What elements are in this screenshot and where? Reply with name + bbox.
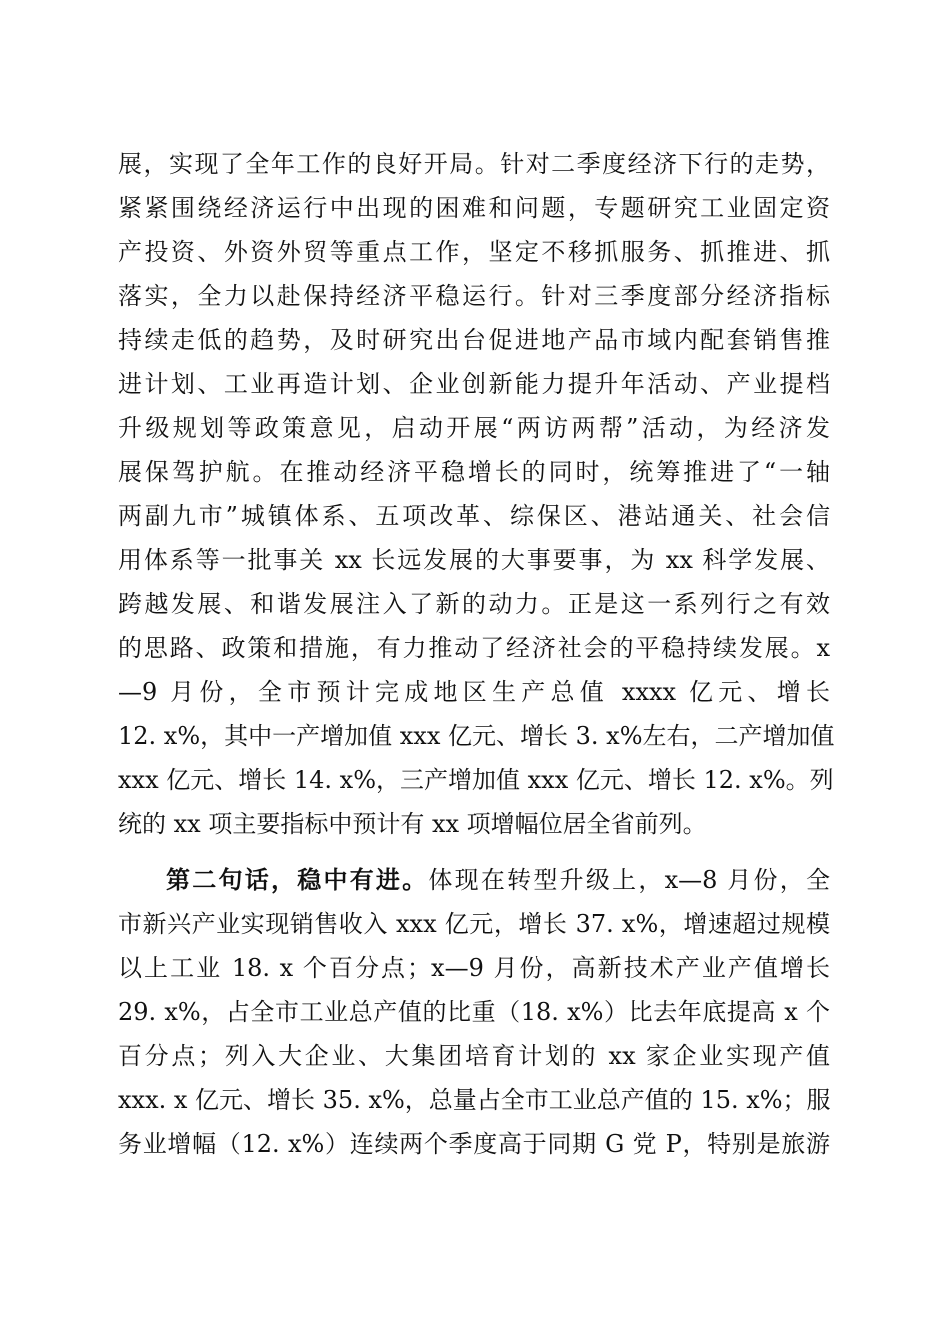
paragraph-1-line-9: 两副九市”城镇体系、五项改革、综保区、港站通关、社会信 [118,502,830,530]
paragraph-2-line-4: 29. x%，占全市工业总产值的比重（18. x%）比去年底提高 x 个 [118,998,830,1026]
paragraph-1-line-4: 落实，全力以赴保持经济平稳运行。针对三季度部分经济指标 [118,282,830,310]
paragraph-1-line-13: —9 月份，全市预计完成地区生产总值 xxxx 亿元、增长 [118,678,830,706]
paragraph-1-line-1: 展，实现了全年工作的良好开局。针对二季度经济下行的走势， [118,150,830,178]
paragraph-1-line-6: 进计划、工业再造计划、企业创新能力提升年活动、产业提档 [118,370,830,398]
paragraph-2-line-6: xxx. x 亿元、增长 35. x%，总量占全市工业总产值的 15. x%；服 [118,1086,831,1114]
paragraph-1-line-11: 跨越发展、和谐发展注入了新的动力。正是这一系列行之有效 [118,590,830,618]
paragraph-2-line-1 [166,860,830,900]
paragraph-2-line-1-text: 体现在转型升级上，x—8 月份，全 [428,866,830,894]
paragraph-2-line-5: 百分点；列入大企业、大集团培育计划的 xx 家企业实现产值 [118,1042,830,1070]
paragraph-1-line-7: 升级规划等政策意见，启动开展“两访两帮”活动，为经济发 [118,414,830,442]
paragraph-2-line-3: 以上工业 18. x 个百分点；x—9 月份，高新技术产业产值增长 [118,954,830,982]
paragraph-1-line-3: 产投资、外资外贸等重点工作，坚定不移抓服务、抓推进、抓 [118,238,830,266]
paragraph-1-line-12: 的思路、政策和措施，有力推动了经济社会的平稳持续发展。x [118,634,830,662]
paragraph-2-line-2: 市新兴产业实现销售收入 xxx 亿元，增长 37. x%，增速超过规模 [118,910,830,938]
paragraph-1-line-5: 持续走低的趋势，及时研究出台促进地产品市域内配套销售推 [118,326,830,354]
paragraph-1-line-10: 用体系等一批事关 xx 长远发展的大事要事，为 xx 科学发展、 [118,546,830,574]
paragraph-1-line-15: xxx 亿元、增长 14. x%，三产增加值 xxx 亿元、增长 12. x%。列 [118,766,834,794]
paragraph-2-heading: 第二句话，稳中有进。 [166,865,429,894]
paragraph-1-line-14: 12. x%，其中一产增加值 xxx 亿元、增长 3. x%左右，二产增加值 [118,722,835,750]
paragraph-1-line-16: 统的 xx 项主要指标中预计有 xx 项增幅位居全省前列。 [118,810,707,838]
paragraph-1-line-8: 展保驾护航。在推动经济平稳增长的同时，统筹推进了“一轴 [118,458,830,486]
paragraph-1-line-2: 紧紧围绕经济运行中出现的困难和问题，专题研究工业固定资 [118,194,830,222]
paragraph-2-line-7: 务业增幅（12. x%）连续两个季度高于同期 G 党 P，特别是旅游 [118,1130,830,1158]
